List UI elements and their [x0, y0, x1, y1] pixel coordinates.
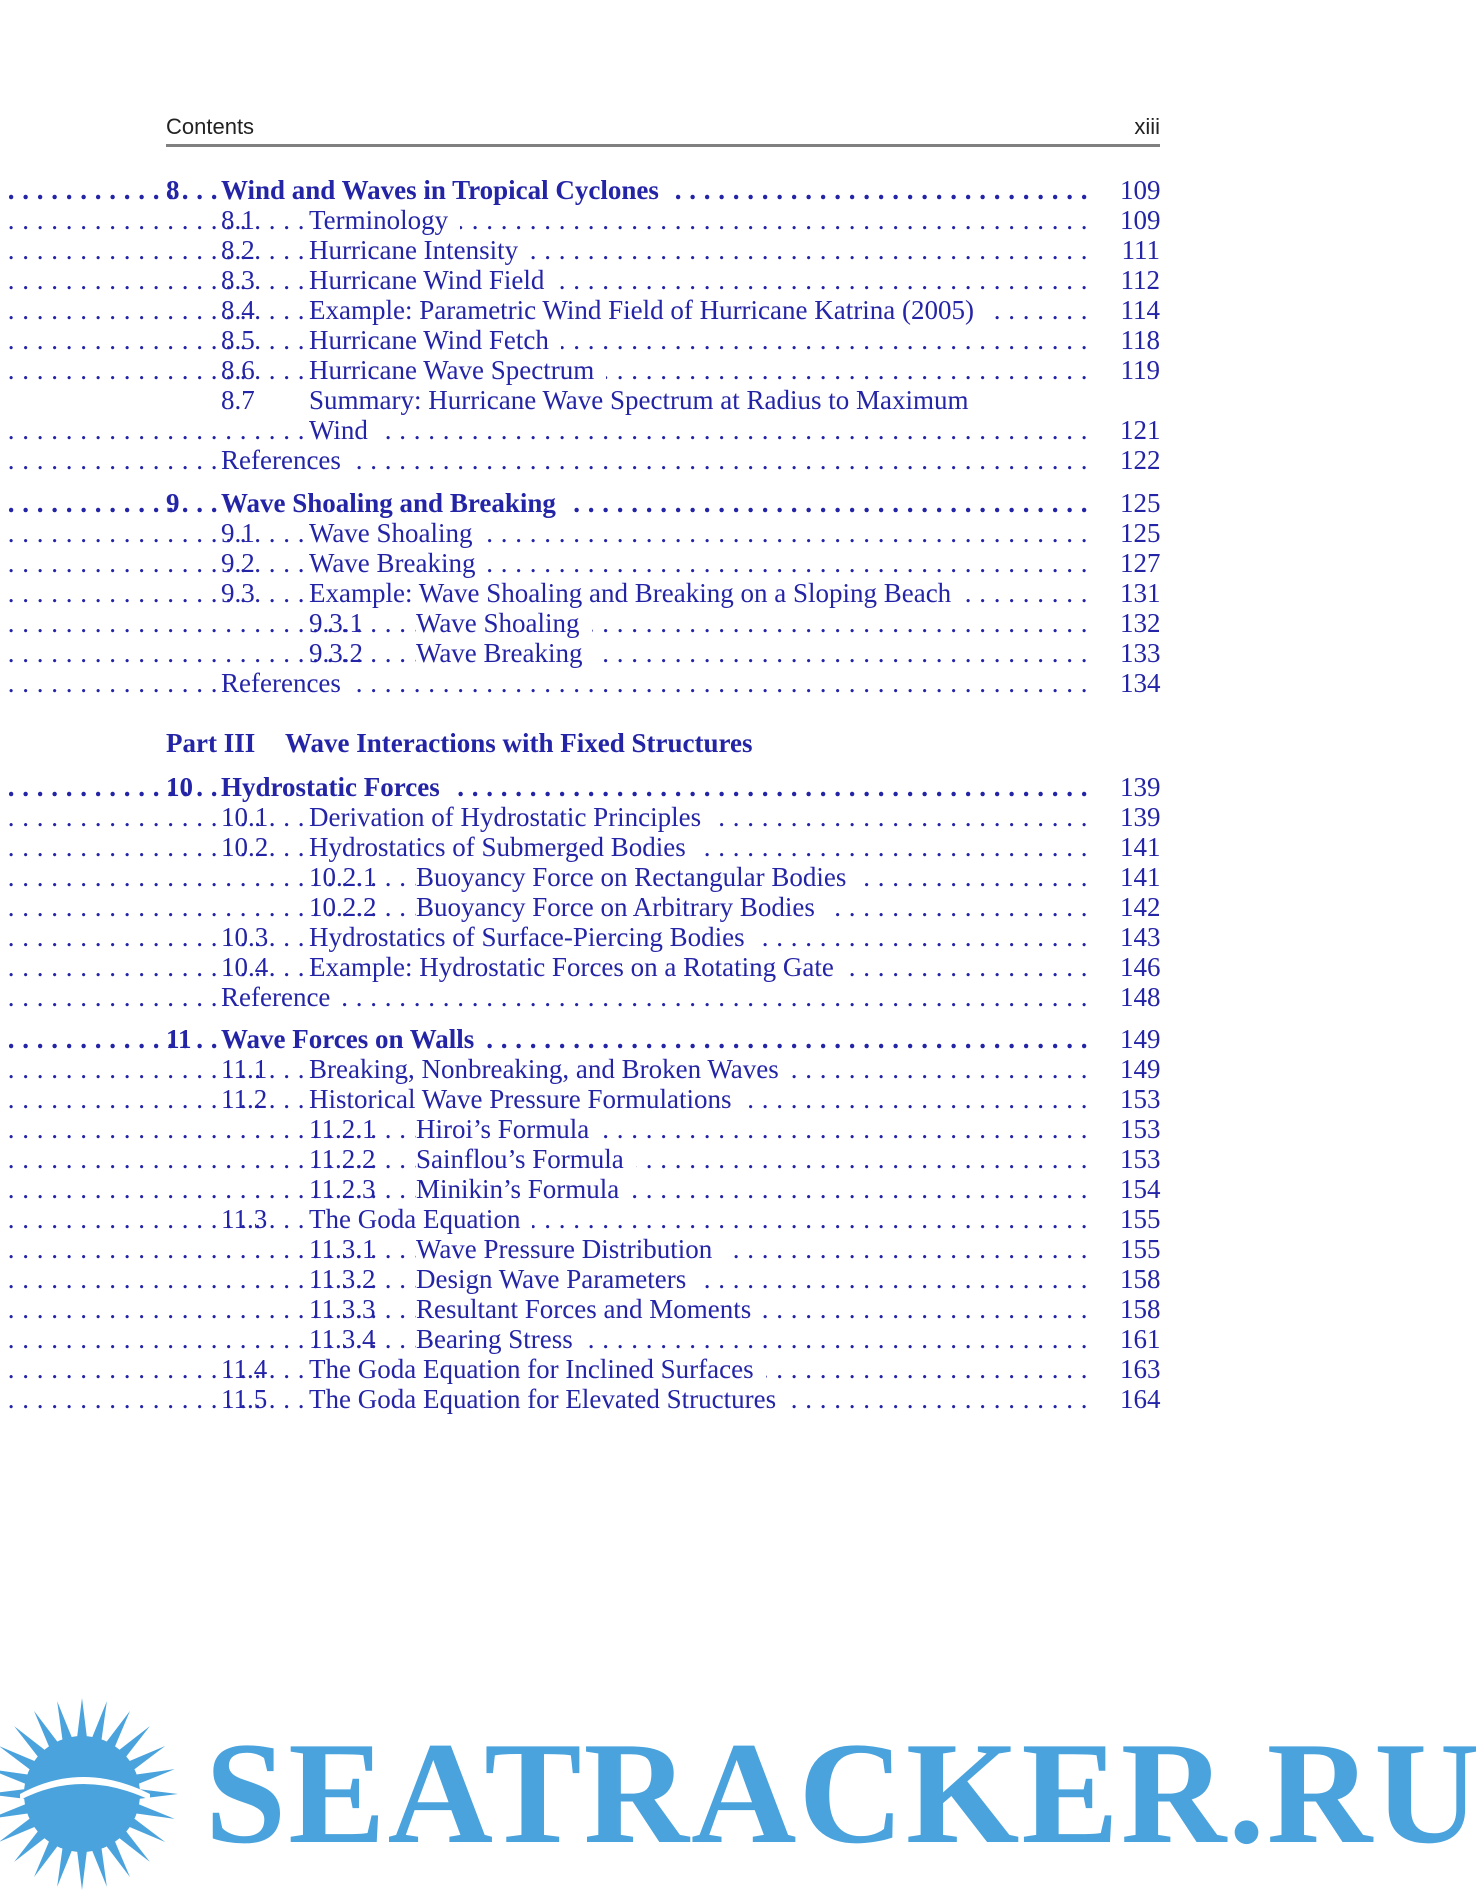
- toc-entry-page: 155: [1120, 1204, 1161, 1234]
- sun-ray: [92, 1701, 107, 1741]
- toc-entry-number: 11.5: [221, 1384, 268, 1414]
- toc-entry-title-text: Example: Hydrostatic Forces on a Rotating Gate: [309, 952, 846, 982]
- toc-entry-title: [309, 293, 1088, 327]
- toc-entry-title-text: Wave Shoaling and Breaking: [221, 488, 568, 518]
- toc-entry-page: 153: [1120, 1114, 1161, 1144]
- header-page-number: xiii: [1134, 114, 1160, 139]
- toc-entry-title: [309, 1052, 1088, 1086]
- toc-entry-title: [309, 263, 1088, 297]
- toc-entry-page: 148: [1120, 982, 1161, 1012]
- toc-entry-title-text: Wave Shoaling: [309, 518, 485, 548]
- toc-entry-number: 8.1: [221, 205, 255, 235]
- toc-entry-title-text: Example: Wave Shoaling and Breaking on a Sloping Beach: [309, 578, 963, 608]
- toc-entry-page: 127: [1120, 548, 1161, 578]
- toc-entry-page: 141: [1120, 862, 1161, 892]
- toc-entry[interactable]: [0, 1112, 1323, 1146]
- toc-entry-page: 112: [1120, 265, 1160, 295]
- sun-ray: [57, 1701, 72, 1741]
- toc-entry-page: 114: [1120, 295, 1160, 325]
- toc-entry-page: 163: [1120, 1354, 1161, 1384]
- toc-entry[interactable]: [0, 1142, 1323, 1176]
- toc-entry-title-text: References: [221, 445, 353, 475]
- toc-entry-number: 9.3: [221, 578, 255, 608]
- toc-entry-page: 139: [1120, 802, 1161, 832]
- toc-entry[interactable]: [0, 233, 1323, 267]
- toc-entry-page: 131: [1120, 578, 1161, 608]
- toc-references[interactable]: [0, 666, 1323, 700]
- toc-entry-title: [416, 890, 1088, 924]
- toc-entry-page: 146: [1120, 952, 1161, 982]
- sun-ray: [106, 1711, 130, 1748]
- toc-part[interactable]: [0, 726, 1323, 760]
- toc-entry-number: 11.3.1: [309, 1234, 376, 1264]
- toc-entry[interactable]: [0, 1352, 1323, 1386]
- toc-entry-title-text: Hurricane Wind Field: [309, 265, 556, 295]
- toc-entry-number: 11.3.2: [309, 1264, 376, 1294]
- toc-entry-number: 8.5: [221, 325, 255, 355]
- toc-entry-number: 9.3.2: [309, 638, 363, 668]
- toc-entry-title-text: The Goda Equation for Inclined Surfaces: [309, 1354, 766, 1384]
- toc-entry-title: [416, 636, 1088, 670]
- toc-entry-title-text: Wave Forces on Walls: [221, 1024, 486, 1054]
- toc-entry-title-text: Bearing Stress: [416, 1324, 585, 1354]
- toc-entry[interactable]: [0, 1052, 1323, 1086]
- sun-ray: [77, 1698, 87, 1738]
- toc-entry-number: Part III: [166, 728, 256, 758]
- toc-entry-number: 11.4: [221, 1354, 268, 1384]
- toc-entry-title-text: Terminology: [309, 205, 460, 235]
- sun-ray: [0, 1804, 29, 1819]
- toc-entry-title-text: Design Wave Parameters: [416, 1264, 698, 1294]
- toc-entry[interactable]: [0, 950, 1323, 984]
- toc-entry-page: 143: [1120, 922, 1161, 952]
- toc-entry[interactable]: [0, 1382, 1323, 1416]
- toc-entry-title-text: Summary: Hurricane Wave Spectrum at Radius to Maximum: [309, 385, 980, 415]
- sun-ray: [0, 1769, 29, 1784]
- toc-entry-number: 8.4: [221, 295, 255, 325]
- toc-entry-number: 8.3: [221, 265, 255, 295]
- sun-ray: [34, 1840, 58, 1877]
- toc-entry-title-text: Minikin’s Formula: [416, 1174, 631, 1204]
- toc-entry-title-text: Reference: [221, 982, 342, 1012]
- toc-entry-title-text: Hydrostatics of Submerged Bodies: [309, 832, 698, 862]
- toc-entry-number: 8.2: [221, 235, 255, 265]
- toc-entry-title: [285, 726, 764, 760]
- toc-entry-number: 10.4: [221, 952, 269, 982]
- toc-entry-page: 149: [1120, 1054, 1161, 1084]
- toc-entry-title: [309, 1202, 1088, 1236]
- toc-entry[interactable]: [0, 830, 1323, 864]
- toc-references[interactable]: [0, 443, 1323, 477]
- toc-entry-title: [221, 980, 1088, 1014]
- toc-entry-page: 111: [1121, 235, 1160, 265]
- sun-ray: [34, 1711, 58, 1748]
- toc-entry-title-text: Wave Breaking: [416, 638, 595, 668]
- toc-entry-page: 132: [1120, 608, 1161, 638]
- toc-entry-page: 122: [1120, 445, 1161, 475]
- toc-entry-title: [221, 443, 1088, 477]
- toc-entry-title: [416, 1172, 1088, 1206]
- toc-entry-title: [309, 203, 1088, 237]
- toc-entry-page: 154: [1120, 1174, 1161, 1204]
- toc-entry-title-text: References: [221, 668, 353, 698]
- toc-entry[interactable]: [0, 890, 1323, 924]
- toc-entry-page: 153: [1120, 1084, 1161, 1114]
- toc-entry-title: [309, 576, 1088, 610]
- toc-entry-page: 119: [1120, 355, 1160, 385]
- toc-chapter[interactable]: [0, 1022, 1323, 1056]
- toc-entry-title-text: Breaking, Nonbreaking, and Broken Waves: [309, 1054, 791, 1084]
- toc-entry-title-text: Sainflou’s Formula: [416, 1144, 636, 1174]
- toc-chapter[interactable]: [0, 770, 1323, 804]
- toc-entry[interactable]: [0, 636, 1323, 670]
- sun-ray: [77, 1850, 87, 1890]
- toc-entry-number: 11.3.4: [309, 1324, 376, 1354]
- toc-entry[interactable]: [0, 263, 1323, 297]
- toc-entry-number: 10.2.1: [309, 862, 377, 892]
- toc-entry-title: [416, 1142, 1088, 1176]
- sun-ray: [135, 1804, 175, 1819]
- toc-entry-number: 8.7: [221, 385, 255, 415]
- toc-entry-number: 11.3.3: [309, 1294, 376, 1324]
- sun-ray: [92, 1847, 107, 1887]
- running-header: [166, 112, 1160, 147]
- toc-entry-title: [416, 606, 1088, 640]
- watermark-text: SEATRACKER.RU: [205, 1712, 1482, 1874]
- toc-entry-title: [416, 1262, 1088, 1296]
- toc-entry-title-text: Hiroi’s Formula: [416, 1114, 601, 1144]
- sun-logo-icon: [0, 1690, 200, 1890]
- sun-ray: [106, 1840, 130, 1877]
- toc-entry-title-text: The Goda Equation: [309, 1204, 532, 1234]
- toc-entry-title: [309, 516, 1088, 550]
- toc-entry[interactable]: [0, 353, 1323, 387]
- toc-entry-number: 11.3: [221, 1204, 268, 1234]
- toc-entry[interactable]: [0, 576, 1323, 610]
- toc-entry-title-text: Example: Parametric Wind Field of Hurricane Katrina (2005): [309, 295, 986, 325]
- toc-entry[interactable]: [0, 323, 1323, 357]
- toc-entry-title: [416, 1322, 1088, 1356]
- toc-entry-page: 141: [1120, 832, 1161, 862]
- toc-entry-page: 164: [1120, 1384, 1161, 1414]
- toc-entry-number: 9.2: [221, 548, 255, 578]
- sun-ray: [57, 1847, 72, 1887]
- toc-entry[interactable]: [0, 1292, 1323, 1326]
- toc-entry-title-text: Wave Shoaling: [416, 608, 592, 638]
- toc-entry-number: 11: [166, 1024, 192, 1054]
- toc-entry-title: [309, 1352, 1088, 1386]
- toc-entry-page: 121: [1120, 415, 1161, 445]
- toc-entry-title-text: Hurricane Wind Fetch: [309, 325, 561, 355]
- toc-chapter[interactable]: [0, 173, 1323, 207]
- toc-entry-title: [221, 666, 1088, 700]
- toc-entry[interactable]: [0, 293, 1323, 327]
- toc-entry-page: 158: [1120, 1264, 1161, 1294]
- toc-entry-title-text: Wave Breaking: [309, 548, 488, 578]
- toc-entry-page: 133: [1120, 638, 1161, 668]
- toc-entry[interactable]: [0, 1322, 1323, 1356]
- toc-entry-title: [309, 383, 980, 417]
- toc-entry-title-text: Hurricane Wave Spectrum: [309, 355, 606, 385]
- toc-chapter[interactable]: [0, 486, 1323, 520]
- toc-entry-page: 134: [1120, 668, 1161, 698]
- toc-entry-title-text: Wave Interactions with Fixed Structures: [285, 728, 764, 758]
- toc-entry-title: [416, 1232, 1088, 1266]
- toc-entry-number: 9.3.1: [309, 608, 363, 638]
- toc-entry-number: 8: [166, 175, 180, 205]
- toc-entry[interactable]: [0, 1202, 1323, 1236]
- toc-entry-title: [309, 830, 1088, 864]
- toc-entry-page: 149: [1120, 1024, 1161, 1054]
- sun-ray: [128, 1818, 165, 1842]
- toc-references[interactable]: [0, 980, 1323, 1014]
- toc-entry-title-text: Buoyancy Force on Arbitrary Bodies: [416, 892, 827, 922]
- toc-entry-title: [416, 1292, 1088, 1326]
- toc-entry[interactable]: [0, 1232, 1323, 1266]
- toc-entry-title: [309, 233, 1088, 267]
- toc-entry-number: 10.2: [221, 832, 269, 862]
- toc-entry-title: [221, 486, 1088, 520]
- toc-entry-page: 125: [1120, 488, 1161, 518]
- toc-entry-title: [309, 920, 1088, 954]
- toc-entry-title: [309, 323, 1088, 357]
- toc-entry-title: [309, 353, 1088, 387]
- toc-entry-title-text: The Goda Equation for Elevated Structures: [309, 1384, 788, 1414]
- toc-entry[interactable]: [0, 1262, 1323, 1296]
- toc-entry-title-text: Resultant Forces and Moments: [416, 1294, 763, 1324]
- toc-entry-number: 11.2.2: [309, 1144, 376, 1174]
- toc-entry[interactable]: [0, 546, 1323, 580]
- toc-entry-page: 125: [1120, 518, 1161, 548]
- toc-entry-number: 9.1: [221, 518, 255, 548]
- sun-ray: [128, 1746, 165, 1770]
- toc-entry[interactable]: [0, 800, 1323, 834]
- toc-entry-number: 10.1: [221, 802, 269, 832]
- toc-entry[interactable]: [0, 860, 1323, 894]
- toc-entry-title: [309, 950, 1088, 984]
- toc-entry-title: [309, 800, 1088, 834]
- toc-entry-title: [416, 860, 1088, 894]
- header-section-title: Contents: [166, 114, 255, 139]
- toc-entry-title: [309, 413, 1088, 447]
- toc-entry[interactable]: [0, 413, 1323, 447]
- toc-entry-page: 109: [1120, 175, 1161, 205]
- toc-entry-title: [309, 1082, 1088, 1116]
- toc-entry-page: 158: [1120, 1294, 1161, 1324]
- toc-entry-number: 10.2.2: [309, 892, 377, 922]
- toc-entry-page: 118: [1120, 325, 1160, 355]
- toc-entry-title-text: Derivation of Hydrostatic Principles: [309, 802, 713, 832]
- toc-entry[interactable]: [0, 1172, 1323, 1206]
- toc-entry-number: 8.6: [221, 355, 255, 385]
- toc-entry-title: [221, 173, 1088, 207]
- toc-entry-number: 10.3: [221, 922, 269, 952]
- toc-entry[interactable]: [0, 383, 1323, 417]
- toc-entry-title: [309, 1382, 1088, 1416]
- toc-entry-number: 11.1: [221, 1054, 268, 1084]
- toc-entry-page: 155: [1120, 1234, 1161, 1264]
- toc-entry-number: 9: [166, 488, 180, 518]
- toc-entry-title: [221, 1022, 1088, 1056]
- toc-entry[interactable]: [0, 203, 1323, 237]
- toc-entry-title-text: Hydrostatic Forces: [221, 772, 452, 802]
- toc-entry-title-text: Hydrostatics of Surface-Piercing Bodies: [309, 922, 757, 952]
- toc-entry-number: 10: [166, 772, 193, 802]
- toc-entry-title-text: Buoyancy Force on Rectangular Bodies: [416, 862, 858, 892]
- toc-entry-title: [416, 1112, 1088, 1146]
- toc-entry[interactable]: [0, 1082, 1323, 1116]
- toc-entry-number: 11.2.1: [309, 1114, 376, 1144]
- toc-entry[interactable]: [0, 920, 1323, 954]
- toc-entry-title: [309, 546, 1088, 580]
- sun-ray: [135, 1769, 175, 1784]
- toc-entry-page: 161: [1120, 1324, 1161, 1354]
- toc-entry[interactable]: [0, 516, 1323, 550]
- toc-entry-number: 11.2: [221, 1084, 268, 1114]
- toc-entry-number: 11.2.3: [309, 1174, 376, 1204]
- toc-entry-title-text: Wind and Waves in Tropical Cyclones: [221, 175, 671, 205]
- toc-entry-title-text: Wind: [309, 415, 380, 445]
- toc-entry-page: 142: [1120, 892, 1161, 922]
- toc-entry-page: 153: [1120, 1144, 1161, 1174]
- toc-entry-title-text: Historical Wave Pressure Formulations: [309, 1084, 744, 1114]
- toc-entry-title-text: Wave Pressure Distribution: [416, 1234, 724, 1264]
- toc-entry-page: 109: [1120, 205, 1161, 235]
- toc-entry-page: 139: [1120, 772, 1161, 802]
- toc-entry[interactable]: [0, 606, 1323, 640]
- toc-entry-title-text: Hurricane Intensity: [309, 235, 530, 265]
- toc-entry-title: [221, 770, 1088, 804]
